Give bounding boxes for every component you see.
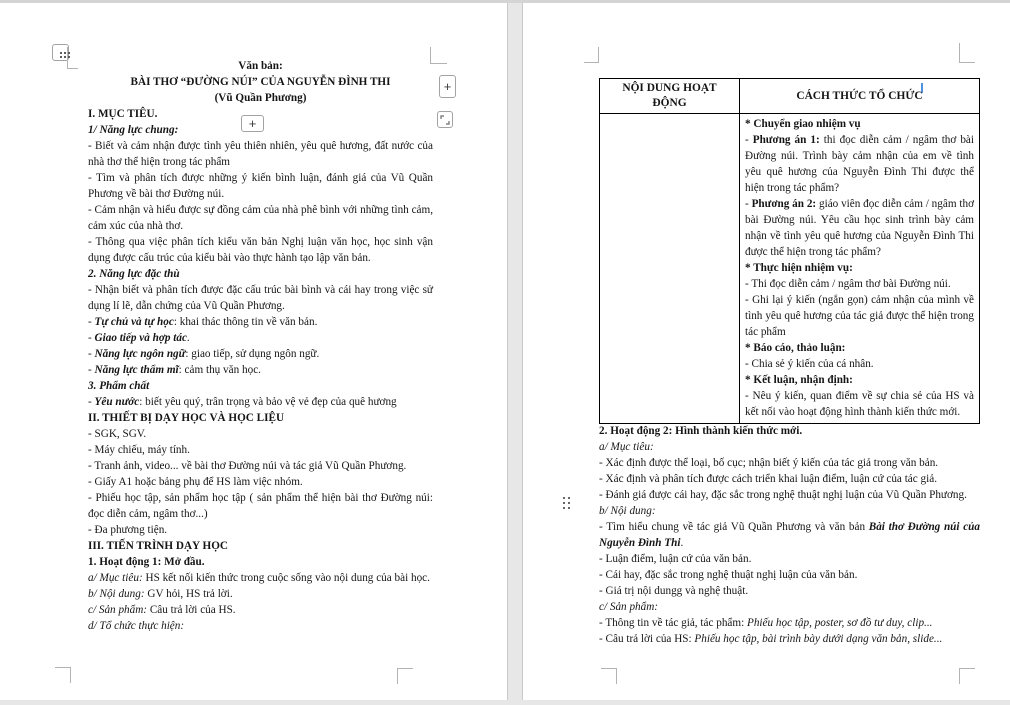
paragraph: - Yêu nước: biết yêu quý, trân trọng và bảo vệ vẻ đẹp của quê hương <box>88 396 397 408</box>
paragraph: - SGK, SGV. <box>88 428 147 440</box>
margin-mark <box>67 47 68 69</box>
margin-mark <box>959 668 960 684</box>
paragraph: - Giao tiếp và hợp tác. <box>88 332 190 344</box>
paragraph: Văn bản: <box>238 60 283 72</box>
paragraph: III. TIẾN TRÌNH DẠY HỌC <box>88 540 228 552</box>
paragraph: - Ghi lại ý kiến (ngắn gọn) cảm nhận của mình về tình yêu quê hương của tác giả được thể hiện trong tác phẩm <box>745 294 974 338</box>
paragraph: 3. Phẩm chất <box>88 380 150 392</box>
table-row <box>600 114 980 424</box>
paragraph: 1. Hoạt động 1: Mở đầu. <box>88 556 205 568</box>
margin-mark <box>584 62 599 63</box>
paragraph: * Thực hiện nhiệm vụ: <box>745 262 853 274</box>
paragraph: a/ Mục tiêu: <box>599 441 654 453</box>
paragraph-drag-handle-icon[interactable] <box>563 497 565 499</box>
paragraph: - Tự chủ và tự học: khai thác thông tin về văn bản. <box>88 316 318 328</box>
page-1-content <box>88 58 433 634</box>
paragraph: 2. Hoạt động 2: Hình thành kiến thức mới. <box>599 425 803 437</box>
activity-table <box>599 78 980 424</box>
paragraph: - Cái hay, đặc sắc trong nghệ thuật nghị luận của văn bản. <box>599 569 858 581</box>
margin-mark <box>70 667 71 683</box>
paragraph: a/ Mục tiêu: HS kết nối kiến thức trong cuộc sống vào nội dung của bài học. <box>88 572 430 584</box>
paragraph: - Đa phương tiện. <box>88 524 168 536</box>
paragraph: - Phiếu học tập, sản phẩm học tập ( sản phẩm thể hiện bài thơ Đường núi: đọc diễn cảm, ngâm thơ...) <box>88 492 433 520</box>
paragraph: - Tìm hiểu chung về tác giả Vũ Quần Phương và văn bản Bài thơ Đường núi của Nguyễn Đình Thi. <box>599 521 980 549</box>
paragraph: - Đánh giá được cái hay, đặc sắc trong nghệ thuật nghị luận của Vũ Quần Phương. <box>599 489 967 501</box>
paragraph: - Cảm nhận và hiểu được sự đồng cảm của nhà phê bình với những tình cảm, cảm xúc của nhà thơ. <box>88 204 433 232</box>
paragraph: - Tranh ảnh, video... về bài thơ Đường núi và tác giả Vũ Quần Phương. <box>88 460 407 472</box>
paragraph: - Thi đọc diễn cảm / ngâm thơ bài Đường núi. <box>745 278 951 290</box>
page-2-content <box>599 423 980 647</box>
paragraph: 2. Năng lực đặc thù <box>88 268 180 280</box>
paragraph: - Luận điểm, luận cứ của văn bản. <box>599 553 752 565</box>
page-2 <box>522 3 1010 700</box>
table-header-row <box>600 79 980 114</box>
paragraph: d/ Tổ chức thực hiện: <box>88 620 185 632</box>
table-header-cach-thuc-to-chuc: CÁCH THỨC TỔ CHỨC <box>740 79 980 114</box>
insert-plus-button-inline[interactable]: + <box>241 115 264 132</box>
paragraph: b/ Nội dung: GV hỏi, HS trả lời. <box>88 588 233 600</box>
margin-mark <box>959 43 960 63</box>
margin-mark <box>55 667 71 668</box>
paragraph: - Câu trả lời của HS: Phiếu học tập, bài trình bày dưới dạng văn bản, slide... <box>599 633 943 645</box>
margin-mark <box>616 668 617 684</box>
margin-mark <box>397 668 398 684</box>
paragraph: - Chia sẻ ý kiến của cá nhân. <box>745 358 874 370</box>
drag-handle-icon <box>60 52 62 54</box>
resize-button[interactable] <box>437 111 453 128</box>
paragraph: II. THIẾT BỊ DẠY HỌC VÀ HỌC LIỆU <box>88 412 285 424</box>
paragraph: c/ Sản phẩm: <box>599 601 659 613</box>
resize-icon <box>440 115 450 125</box>
paragraph: - Năng lực thẩm mĩ: cảm thụ văn học. <box>88 364 261 376</box>
paragraph: - Phương án 1: thi đọc diễn cảm / ngâm thơ bài Đường núi. Trình bày cảm nhận của em về tình yêu quê hương của Nguyễn Đình Thi được thể hiện trong tác phẩm? <box>745 134 974 194</box>
paragraph: - Thông tin về tác giả, tác phẩm: Phiếu học tập, poster, sơ đồ tư duy, clip... <box>599 617 933 629</box>
paragraph: - Biết và cảm nhận được tình yêu thiên nhiên, yêu quê hương, đất nước của nhà thơ thể hiện trong tác phẩm <box>88 140 433 168</box>
paragraph: - Xác định được thể loại, bố cục; nhận biết ý kiến của tác giả trong văn bản. <box>599 457 939 469</box>
paragraph: (Vũ Quần Phương) <box>214 92 307 104</box>
paragraph: - Năng lực ngôn ngữ: giao tiếp, sử dụng ngôn ngữ. <box>88 348 320 360</box>
paragraph: - Nêu ý kiến, quan điểm về sự chia sẻ của HS và kết nối vào hoạt động hình thành kiến thức mới. <box>745 390 974 418</box>
paragraph: - Nhận biết và phân tích được đặc cấu trúc bài bình và cái hay trong việc sử dụng lí lẽ, dẫn chứng của Vũ Quần Phương. <box>88 284 433 312</box>
paragraph: c/ Sản phẩm: Câu trả lời của HS. <box>88 604 236 616</box>
paragraph: - Giá trị nội dungg và nghệ thuật. <box>599 585 749 597</box>
page-1 <box>0 3 508 700</box>
paragraph: - Thông qua việc phân tích kiểu văn bản Nghị luận văn học, học sinh vận dụng được cấu trúc của kiểu bài vào thực hành tạo lập văn bản. <box>88 236 433 264</box>
paragraph: I. MỤC TIÊU. <box>88 108 158 120</box>
margin-mark <box>959 62 975 63</box>
paragraph: - Giấy A1 hoặc bảng phụ để HS làm việc nhóm. <box>88 476 303 488</box>
paragraph: - Phương án 2: giáo viên đọc diễn cảm / ngâm thơ bài Đường núi. Yêu cầu học sinh trình bày cảm nhận về tình yêu quê hương của Nguyễn Đình Thi được thể hiện trong tác phẩm? <box>745 198 974 258</box>
paragraph: * Chuyển giao nhiệm vụ <box>745 118 861 130</box>
margin-mark <box>601 668 617 669</box>
paragraph: - Xác định và phân tích được cách triển khai luận điểm, luận cứ của tác giả. <box>599 473 937 485</box>
margin-mark <box>598 47 599 63</box>
paragraph: * Báo cáo, thảo luận: <box>745 342 846 354</box>
insert-plus-button-side[interactable]: + <box>439 75 456 98</box>
margin-mark <box>959 668 975 669</box>
paragraph: BÀI THƠ “ĐƯỜNG NÚI” CỦA NGUYỄN ĐÌNH THI <box>130 76 391 88</box>
margin-mark <box>67 68 78 69</box>
paragraph: b/ Nội dung: <box>599 505 656 517</box>
paragraph: * Kết luận, nhận định: <box>745 374 853 386</box>
table-header-noi-dung-hoat-dong: NỘI DUNG HOẠT ĐỘNG <box>600 79 740 114</box>
table-cell-organization <box>740 114 980 424</box>
paragraph: 1/ Năng lực chung: <box>88 124 179 136</box>
margin-mark <box>397 668 413 669</box>
paragraph: - Máy chiếu, máy tính. <box>88 444 190 456</box>
table-cell-empty <box>600 114 740 424</box>
paragraph: - Tìm và phân tích được những ý kiến bình luận, đánh giá của Vũ Quần Phương về bài thơ Đường núi. <box>88 172 433 200</box>
